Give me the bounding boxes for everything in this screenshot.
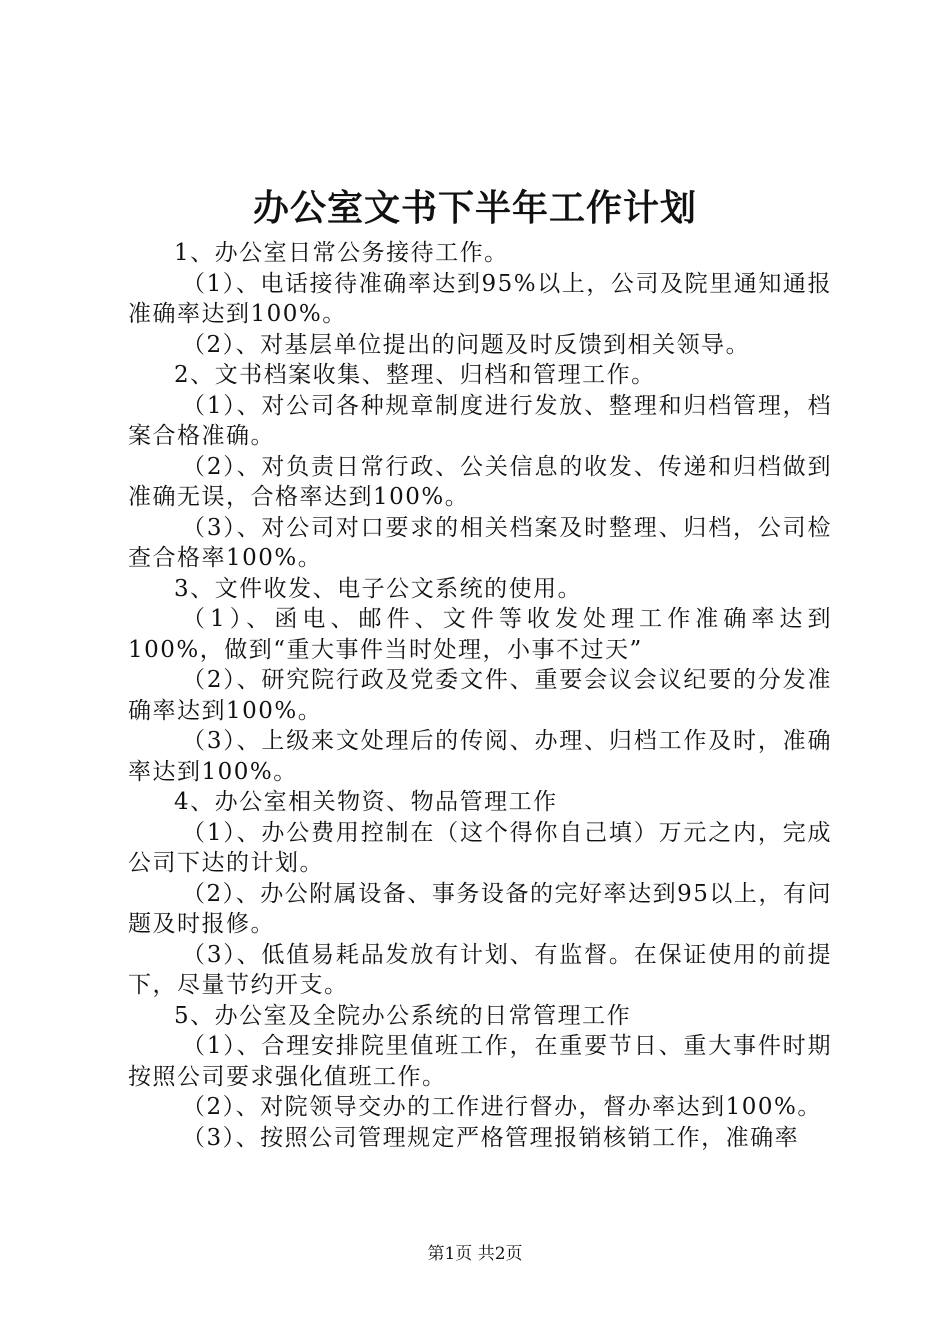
document-body <box>128 238 832 1153</box>
item-4-1: （1）、办公费用控制在（这个得你自己填）万元之内，完成公司下达的计划。 <box>128 819 832 876</box>
item-5-3: （3）、按照公司管理规定严格管理报销核销工作，准确率 <box>182 1124 800 1151</box>
item-5-1: （1）、合理安排院里值班工作，在重要节日、重大事件时期按照公司要求强化值班工作。 <box>128 1033 832 1090</box>
item-1-2: （2）、对基层单位提出的问题及时反馈到相关领导。 <box>182 331 751 358</box>
item-3-3: （3）、上级来文处理后的传阅、办理、归档工作及时，准确率达到100%。 <box>128 728 832 785</box>
section-heading-1: 1、办公室日常公务接待工作。 <box>174 240 509 266</box>
item-3-2: （2）、研究院行政及党委文件、重要会议会议纪要的分发准确率达到100%。 <box>128 667 832 724</box>
item-2-2: （2）、对负责日常行政、公关信息的收发、传递和归档做到准确无误，合格率达到100%。 <box>128 453 832 510</box>
document-title: 办公室文书下半年工作计划 <box>252 187 697 229</box>
section-heading-2: 2、文书档案收集、整理、归档和管理工作。 <box>174 362 656 388</box>
item-2-1: （1）、对公司各种规章制度进行发放、整理和归档管理，档案合格准确。 <box>128 392 832 449</box>
section-heading-4: 4、办公室相关物资、物品管理工作 <box>174 789 558 815</box>
item-3-1: （1）、函电、邮件、文件等收发处理工作准确率达到100%，做到“重大事件当时处理，小事不过天” <box>128 606 832 663</box>
item-1-1: （1）、电话接待准确率达到95%以上，公司及院里通知通报准确率达到100%。 <box>128 270 832 327</box>
item-2-3: （3）、对公司对口要求的相关档案及时整理、归档，公司检查合格率100%。 <box>128 514 832 571</box>
section-heading-5: 5、办公室及全院办公系统的日常管理工作 <box>174 1002 632 1029</box>
item-4-2: （2）、办公附属设备、事务设备的完好率达到95以上，有问题及时报修。 <box>128 880 832 937</box>
section-heading-3: 3、文件收发、电子公文系统的使用。 <box>174 575 583 602</box>
page-footer: 第1页 共2页 <box>427 1244 523 1264</box>
item-5-2: （2）、对院领导交办的工作进行督办，督办率达到100%。 <box>182 1094 822 1120</box>
item-4-3: （3）、低值易耗品发放有计划、有监督。在保证使用的前提下，尽量节约开支。 <box>128 941 832 998</box>
